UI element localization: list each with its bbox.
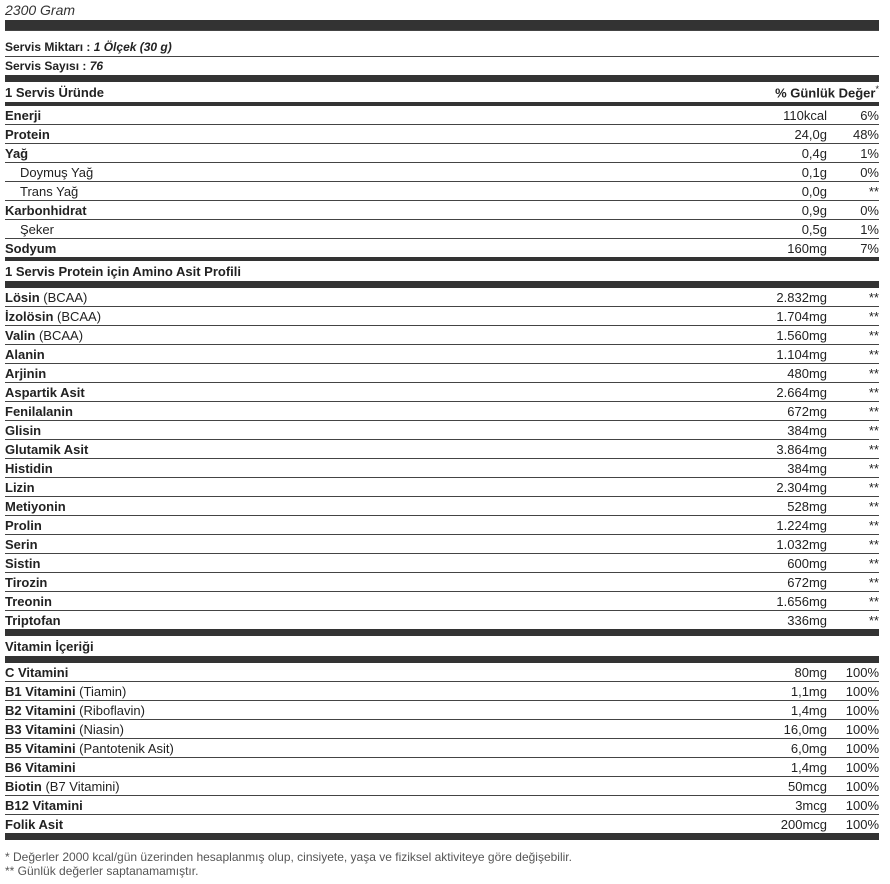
amino-row <box>5 383 879 402</box>
nutrient-row-daily-value: 1% <box>860 145 879 161</box>
nutrient-row-name: Karbonhidrat <box>5 202 87 218</box>
nutrient-row-daily-value: 0% <box>860 164 879 180</box>
amino-row-name: Treonin <box>5 593 52 609</box>
vitamin-heading: Vitamin İçeriği <box>5 638 94 654</box>
amino-row <box>5 573 879 592</box>
divider-mid <box>5 75 879 82</box>
nutrient-row-daily-value: 1% <box>860 221 879 237</box>
amino-row-name: Glutamik Asit <box>5 441 89 457</box>
amino-row-name: Histidin <box>5 460 53 476</box>
amino-row-amount: 2.664mg <box>776 384 827 400</box>
amino-row-amount: 384mg <box>787 460 827 476</box>
amino-row-amount: 336mg <box>787 612 827 628</box>
nutrient-row-amount: 24,0g <box>794 126 827 142</box>
vitamin-row-daily-value: 100% <box>845 797 879 813</box>
nutrient-row-name: Enerji <box>5 107 42 123</box>
amino-row-name: Lizin <box>5 479 35 495</box>
serving-size: Servis Miktarı : 1 Ölçek (30 g) <box>5 38 879 57</box>
vitamin-row-daily-value: 100% <box>845 816 879 832</box>
amino-row-daily-value: ** <box>868 422 879 438</box>
amino-row-name: Triptofan <box>5 612 61 628</box>
divider-mid <box>5 629 879 636</box>
amino-row-amount: 528mg <box>787 498 827 514</box>
amino-row-name: Prolin <box>5 517 42 533</box>
amino-row-daily-value: ** <box>868 441 879 457</box>
vitamin-rows <box>5 663 879 833</box>
nutrient-row-name: Protein <box>5 126 50 142</box>
vitamin-row <box>5 701 879 720</box>
nutrient-row-daily-value: ** <box>868 183 879 199</box>
nutrient-row <box>5 201 879 220</box>
amino-row-daily-value: ** <box>868 460 879 476</box>
amino-row-name: Aspartik Asit <box>5 384 85 400</box>
amino-row-amount: 3.864mg <box>776 441 827 457</box>
nutrient-row <box>5 182 879 201</box>
amino-header <box>5 261 879 281</box>
amino-row-daily-value: ** <box>868 612 879 628</box>
vitamin-row-daily-value: 100% <box>845 664 879 680</box>
vitamin-row-name: B1 Vitamini (Tiamin) <box>5 683 127 699</box>
amino-row-amount: 384mg <box>787 422 827 438</box>
amino-row <box>5 516 879 535</box>
servings-per-container: Servis Sayısı : 76 <box>5 59 104 73</box>
amino-row-name: Serin <box>5 536 38 552</box>
amino-row-amount: 1.656mg <box>776 593 827 609</box>
vitamin-row-amount: 6,0mg <box>790 740 827 756</box>
vitamin-row-daily-value: 100% <box>845 683 879 699</box>
nutrient-row <box>5 163 879 182</box>
nutrient-row-daily-value: 7% <box>860 240 879 256</box>
nutrient-row-daily-value: 6% <box>860 107 879 123</box>
nutrient-row <box>5 125 879 144</box>
nutrient-row-amount: 110kcal <box>783 107 827 123</box>
vitamin-row-name: B12 Vitamini <box>5 797 83 813</box>
vitamin-row <box>5 720 879 739</box>
nutrient-row-amount: 0,5g <box>801 221 827 237</box>
amino-row-amount: 480mg <box>787 365 827 381</box>
vitamin-row-amount: 16,0mg <box>783 721 827 737</box>
vitamin-row <box>5 682 879 701</box>
amino-profile-heading: 1 Servis Protein için Amino Asit Profili <box>5 263 241 279</box>
amino-row-amount: 1.704mg <box>776 308 827 324</box>
amino-row-name: Metiyonin <box>5 498 66 514</box>
amino-row-amount: 1.032mg <box>776 536 827 552</box>
vitamin-row-name: Folik Asit <box>5 816 64 832</box>
amino-row-daily-value: ** <box>868 403 879 419</box>
amino-row <box>5 345 879 364</box>
amino-row-daily-value: ** <box>868 593 879 609</box>
vitamin-row-amount: 200mcg <box>780 816 827 832</box>
amino-rows <box>5 288 879 629</box>
nutrient-row-amount: 160mg <box>787 240 827 256</box>
amino-row <box>5 535 879 554</box>
amino-row <box>5 288 879 307</box>
divider-mid <box>5 281 879 288</box>
nutrition-header <box>5 82 879 102</box>
vitamin-row-name: B5 Vitamini (Pantotenik Asit) <box>5 740 174 756</box>
nutrient-row-amount: 0,9g <box>801 202 827 218</box>
footnote-not-established: ** Günlük değerler saptanamamıştır. <box>5 864 199 878</box>
amino-row <box>5 459 879 478</box>
vitamin-row-name: B3 Vitamini (Niasin) <box>5 721 124 737</box>
nutrient-row-daily-value: 48% <box>852 126 879 142</box>
nutrition-facts-panel <box>5 0 879 878</box>
amino-row <box>5 611 879 629</box>
vitamin-row-name: C Vitamini <box>5 664 69 680</box>
amino-row <box>5 497 879 516</box>
nutrient-row-name: Sodyum <box>5 240 57 256</box>
footnote-daily-values: * Değerler 2000 kcal/gün üzerinden hesaplanmış olup, cinsiyete, yaşa ve fiziksel aktiviteye göre değişebilir. <box>5 850 572 864</box>
divider <box>5 30 879 38</box>
nutrient-row-name: Trans Yağ <box>20 183 79 199</box>
amino-row-name: Glisin <box>5 422 42 438</box>
amino-row-name: Alanin <box>5 346 45 362</box>
amino-row-daily-value: ** <box>868 384 879 400</box>
nutrient-row <box>5 220 879 239</box>
amino-row-daily-value: ** <box>868 555 879 571</box>
amino-row <box>5 592 879 611</box>
vitamin-row-amount: 1,1mg <box>790 683 827 699</box>
nutrient-row <box>5 106 879 125</box>
nutrient-row-amount: 0,1g <box>801 164 827 180</box>
amino-row-daily-value: ** <box>868 574 879 590</box>
amino-row-amount: 1.560mg <box>776 327 827 343</box>
amino-row-amount: 1.224mg <box>776 517 827 533</box>
vitamin-row <box>5 815 879 833</box>
amino-row-name: Sistin <box>5 555 41 571</box>
amino-row <box>5 421 879 440</box>
amino-row-name: Arjinin <box>5 365 47 381</box>
nutrient-row <box>5 239 879 257</box>
serving-size-value: 1 Ölçek (30 g) <box>93 40 172 54</box>
vitamin-row-daily-value: 100% <box>845 759 879 775</box>
amino-row <box>5 307 879 326</box>
vitamin-row <box>5 777 879 796</box>
amino-row-name: İzolösin (BCAA) <box>5 308 102 324</box>
per-serving-heading: 1 Servis Üründe <box>5 84 104 100</box>
nutrient-row-name: Yağ <box>5 145 29 161</box>
amino-row <box>5 364 879 383</box>
amino-row-name: Lösin (BCAA) <box>5 289 88 305</box>
amino-row-daily-value: ** <box>868 289 879 305</box>
vitamin-row-amount: 80mg <box>794 664 827 680</box>
amino-row-amount: 2.304mg <box>776 479 827 495</box>
amino-row <box>5 554 879 573</box>
vitamin-header <box>5 636 879 656</box>
nutrient-row <box>5 144 879 163</box>
amino-row-daily-value: ** <box>868 517 879 533</box>
amino-row-name: Valin (BCAA) <box>5 327 84 343</box>
vitamin-row-name: B6 Vitamini <box>5 759 76 775</box>
footnotes <box>5 850 879 878</box>
nutrient-row-amount: 0,0g <box>801 183 827 199</box>
amino-row-daily-value: ** <box>868 479 879 495</box>
vitamin-row-amount: 50mcg <box>787 778 827 794</box>
vitamin-row <box>5 758 879 777</box>
vitamin-row <box>5 663 879 682</box>
amino-row <box>5 478 879 497</box>
vitamin-row-amount: 3mcg <box>795 797 827 813</box>
nutrition-rows <box>5 106 879 257</box>
amino-row-daily-value: ** <box>868 365 879 381</box>
amino-row-daily-value: ** <box>868 346 879 362</box>
vitamin-row-amount: 1,4mg <box>790 702 827 718</box>
vitamin-row-daily-value: 100% <box>845 702 879 718</box>
amino-row-name: Tirozin <box>5 574 48 590</box>
amino-row-amount: 672mg <box>787 403 827 419</box>
daily-value-heading: % Günlük Değer* <box>775 83 879 101</box>
amino-row-amount: 2.832mg <box>776 289 827 305</box>
nutrient-row-amount: 0,4g <box>801 145 827 161</box>
amino-row-daily-value: ** <box>868 498 879 514</box>
vitamin-row-daily-value: 100% <box>845 721 879 737</box>
amino-row-name: Fenilalanin <box>5 403 73 419</box>
divider-thick <box>5 20 879 30</box>
amino-row-daily-value: ** <box>868 536 879 552</box>
amino-row-amount: 1.104mg <box>776 346 827 362</box>
divider-mid <box>5 656 879 663</box>
vitamin-row-name: Biotin (B7 Vitamini) <box>5 778 120 794</box>
vitamin-row-amount: 1,4mg <box>790 759 827 775</box>
vitamin-row <box>5 739 879 758</box>
amino-row-daily-value: ** <box>868 327 879 343</box>
vitamin-row-daily-value: 100% <box>845 778 879 794</box>
nutrient-row-name: Doymuş Yağ <box>20 164 94 180</box>
vitamin-row-daily-value: 100% <box>845 740 879 756</box>
vitamin-row-name: B2 Vitamini (Riboflavin) <box>5 702 145 718</box>
amino-row <box>5 326 879 345</box>
amino-row <box>5 402 879 421</box>
nutrient-row-name: Şeker <box>20 221 54 237</box>
amino-row-amount: 672mg <box>787 574 827 590</box>
vitamin-row <box>5 796 879 815</box>
amino-row <box>5 440 879 459</box>
nutrient-row-daily-value: 0% <box>860 202 879 218</box>
amino-row-amount: 600mg <box>787 555 827 571</box>
amino-row-daily-value: ** <box>868 308 879 324</box>
package-weight-title: 2300 Gram <box>5 2 76 18</box>
servings-count-value: 76 <box>89 59 104 73</box>
divider-mid <box>5 833 879 840</box>
